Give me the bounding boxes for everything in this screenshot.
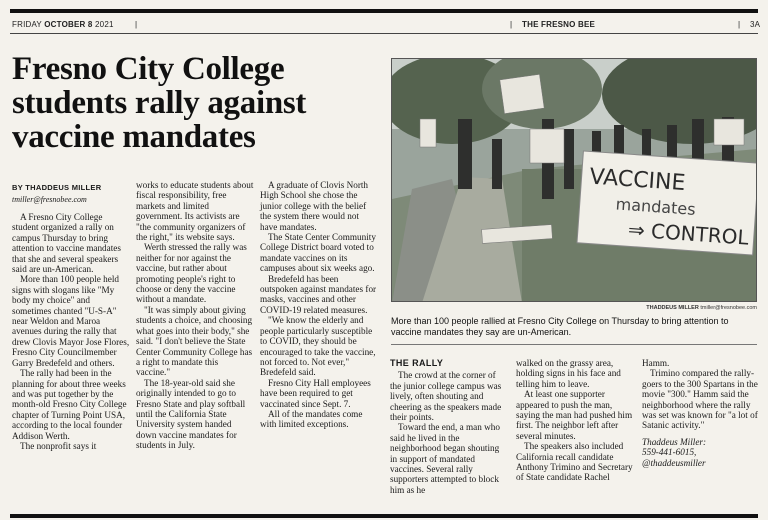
paragraph: At least one supporter appeared to push the man, saying the man had pushed him first. The neighbor left after several minutes. xyxy=(516,389,633,441)
paragraph: More than 100 people held signs with slogans like "My body my choice" and sometimes chanted "U-S-A" near Weldon and Maroa avenues during the rally that drew Clovis Mayor Jose Flores, Fresno City Councilmember Garry Bredefeld and others. xyxy=(12,274,130,368)
header-divider: | xyxy=(135,20,138,29)
header-rule xyxy=(10,33,758,34)
article-column-3 xyxy=(260,180,378,430)
sign-line-1: VACCINE xyxy=(588,164,687,197)
paragraph: The nonprofit says it xyxy=(20,440,97,451)
paragraph: The crowd at the corner of the junior college campus was lively, often shouting and cheering as the speakers made their points. xyxy=(390,370,502,423)
photo-caption: More than 100 people rallied at Fresno City College on Thursday to bring attention to vaccine mandates they say are un-American. xyxy=(391,316,729,337)
rally-photo-illustration xyxy=(392,59,757,302)
paragraph: The 18-year-old said she originally intended to go to Fresno State and play softball until the California State University system handed down vaccine mandates for students in July. xyxy=(136,377,246,451)
paragraph: Toward the end, a man who said he lived in the neighborhood began shouting in support of mandated vaccines. Several rally supporters attempted to block him as he xyxy=(390,422,500,495)
paragraph: The speakers also included California recall candidate Anthony Trimino and Secretary of State candidate Rachel xyxy=(516,441,633,483)
sign-line-3: ⇒ CONTROL xyxy=(627,217,750,250)
article-column-1 xyxy=(12,212,130,451)
byline xyxy=(12,183,117,204)
paragraph: The State Center Community College District board voted to mandate vaccines on its campuses about six weeks ago. xyxy=(260,232,376,274)
header-divider: | xyxy=(738,20,741,29)
paragraph: Trimino compared the rally-goers to the 300 Spartans in the movie "300." Hamm said the neighborhood where the rally was set was known for "a lot of Satanic activity." xyxy=(642,368,758,431)
paragraph: Werth stressed the rally was neither for nor against the vaccine, but rather about promoting people's right to choose or deny the vaccine without a mandate. xyxy=(136,242,247,305)
signoff-phone: 559-441-6015, xyxy=(642,447,697,458)
paper-name: THE FRESNO BEE xyxy=(522,20,596,29)
subhead: THE RALLY xyxy=(390,358,444,368)
article-column-6 xyxy=(642,358,760,468)
article-column-4 xyxy=(390,358,508,495)
paragraph: works to educate students about fiscal responsibility, free markets and limited government. Its activists are "the community organizers of the right," its website says. xyxy=(136,180,254,243)
header-divider: | xyxy=(510,20,513,29)
paragraph: Bredefeld has been outspoken against mandates for masks, vaccines and other COVID-19 related measures. xyxy=(260,273,377,315)
paragraph: The rally had been in the planning for about three weeks and was put together by the month-old Fresno City College chapter of Turning Point USA, according to the local founder Addison Werth. xyxy=(12,368,127,441)
paragraph: "It was simply about giving students a choice, and choosing what goes into their body," she said. "I don't believe the State Center Community College has a right to mandate this vaccine." xyxy=(136,304,253,378)
byline-email: tmiller@fresnobee.com xyxy=(12,195,87,204)
paragraph: Hamm. xyxy=(642,358,670,368)
rally-photo xyxy=(391,58,757,302)
sign-line-2: mandates xyxy=(615,194,697,219)
paragraph: Fresno City Hall employees have been required to get vaccinated since Sept. 7. xyxy=(260,377,371,409)
bottom-rule xyxy=(10,514,758,518)
article-column-5 xyxy=(516,358,634,483)
paragraph: walked on the grassy area, holding signs in his face and telling him to leave. xyxy=(516,358,621,389)
paragraph: A Fresno City College student organized a rally on campus Thursday to bring attention to vaccine mandates that she and several speakers said are un-American. xyxy=(12,212,121,275)
paragraph: A graduate of Clovis North High School she chose the junior college with the belief the system there would not have mandates. xyxy=(260,180,369,232)
signoff-name: Thaddeus Miller: xyxy=(642,436,707,447)
photo-credit: THADDEUS MILLER tmiller@fresnobee.com xyxy=(646,305,757,311)
headline: Fresno City College students rally against vaccine mandates xyxy=(12,51,307,155)
paragraph: All of the mandates come with limited exceptions. xyxy=(260,408,363,430)
page-number: 3A xyxy=(750,20,761,29)
caption-rule xyxy=(391,344,757,345)
page-date: FRIDAY OCTOBER 8 2021 xyxy=(12,20,114,29)
byline-author: BY THADDEUS MILLER xyxy=(12,183,102,192)
top-rule xyxy=(10,9,758,13)
signoff-handle: @thaddeusmiller xyxy=(642,457,706,468)
article-column-2 xyxy=(136,180,254,451)
paragraph: "We know the elderly and people particularly susceptible to COVID, they should be encouraged to take the vaccine, not forced to. Not ever," Bredefeld said. xyxy=(260,315,376,378)
